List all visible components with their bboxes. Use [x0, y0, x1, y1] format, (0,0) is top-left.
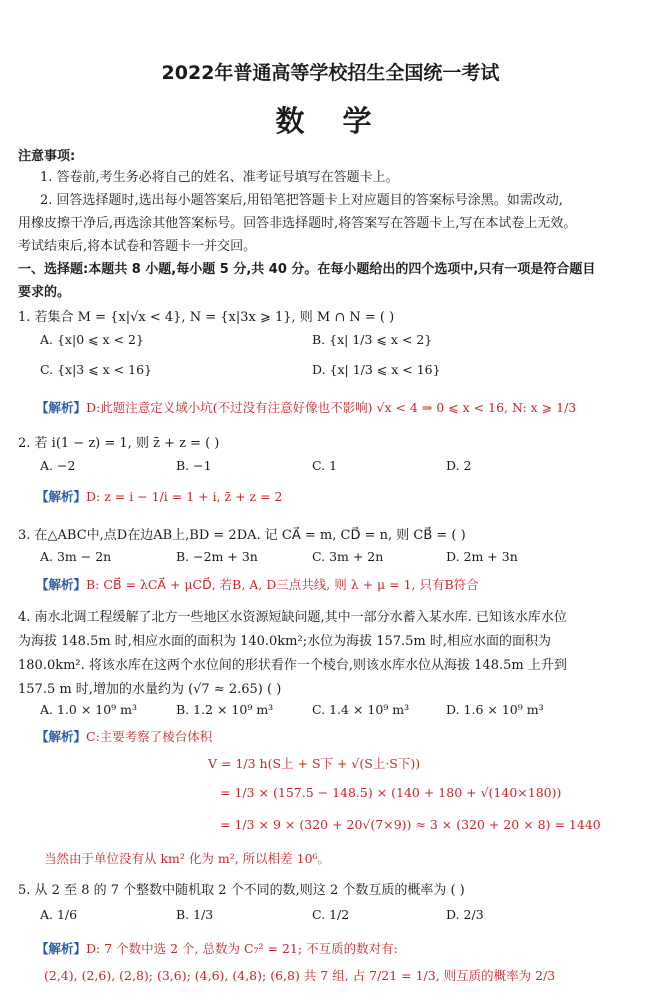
analysis-tag: 【解析】: [36, 489, 87, 504]
q4-formula-2: = 1/3 × (157.5 − 148.5) × (140 + 180 + √(140×180)): [220, 785, 562, 800]
q3-option-a: A. 3m − 2n: [40, 549, 112, 564]
exam-title: 2022年普通高等学校招生全国统一考试: [161, 62, 500, 84]
q1-option-b: B. {x| 1/3 ⩽ x < 2}: [312, 332, 433, 347]
section-heading-line1: 一、选择题:本题共 8 小题,每小题 5 分,共 40 分。在每小题给出的四个选项中,只有一项是符合题目: [18, 262, 596, 277]
q5-option-d: D. 2/3: [446, 907, 484, 922]
q2-analysis: [36, 487, 283, 505]
q4-line3: 180.0km². 将该水库在这两个水位间的形状看作一个棱台,则该水库水位从海拔 148.5m 上升到: [18, 658, 567, 673]
analysis-tag: 【解析】: [36, 729, 87, 744]
q1-option-d: D. {x| 1/3 ⩽ x < 16}: [312, 362, 441, 377]
q3-analysis-text: B: CB⃗ = λCA⃗ + μCD⃗, 若B, A, D三点共线, 则 λ + μ = 1, 只有B符合: [86, 577, 479, 592]
q4-line4: 157.5 m 时,增加的水量约为 (√7 ≈ 2.65) ( ): [18, 682, 282, 697]
analysis-tag: 【解析】: [36, 400, 87, 415]
q4-formula-1: V = 1/3 h(S上 + S下 + √(S上·S下)): [208, 756, 421, 771]
q4-option-c: C. 1.4 × 10⁹ m³: [312, 702, 410, 717]
notice-item-2-line1: 2. 回答选择题时,选出每小题答案后,用铅笔把答题卡上对应题目的答案标号涂黑。如需改动,: [40, 193, 563, 208]
notice-heading: 注意事项:: [18, 149, 76, 164]
q5-analysis: [36, 939, 398, 957]
section-heading-line2: 要求的。: [18, 285, 71, 300]
q2-stem: 2. 若 i(1 − z) = 1, 则 z̄ + z = ( ): [18, 436, 220, 451]
q5-option-b: B. 1/3: [176, 907, 214, 922]
q3-stem: 3. 在△ABC中,点D在边AB上,BD = 2DA. 记 CA⃗ = m, CD⃗ = n, 则 CB⃗ = ( ): [18, 528, 466, 543]
q3-option-d: D. 2m + 3n: [446, 549, 518, 564]
q1-option-a: A. {x|0 ⩽ x < 2}: [40, 332, 144, 347]
q3-option-b: B. −2m + 3n: [176, 549, 258, 564]
subject-title: 数 学: [275, 104, 386, 138]
q5-analysis-text-1: D: 7 个数中选 2 个, 总数为 C₇² = 21; 不互质的数对有:: [86, 941, 398, 956]
q1-option-c: C. {x|3 ⩽ x < 16}: [40, 362, 152, 377]
q2-option-d: D. 2: [446, 458, 472, 473]
q4-line1: 4. 南水北调工程缓解了北方一些地区水资源短缺问题,其中一部分水蓄入某水库. 已知该水库水位: [18, 610, 567, 625]
q2-option-a: A. −2: [40, 458, 76, 473]
q4-note: 当然由于单位没有从 km² 化为 m², 所以相差 10⁶。: [44, 851, 331, 866]
analysis-tag: 【解析】: [36, 941, 87, 956]
notice-item-2-line2: 用橡皮擦干净后,再选涂其他答案标号。回答非选择题时,将答案写在答题卡上,写在本试卷上无效。: [18, 216, 577, 231]
q3-option-c: C. 3m + 2n: [312, 549, 384, 564]
q2-option-b: B. −1: [176, 458, 212, 473]
q1-analysis: [36, 398, 576, 416]
q2-analysis-text: D: z = i − 1/i = 1 + i, z̄ + z = 2: [86, 489, 283, 504]
q1-analysis-text: D:此题注意定义域小坑(不过没有注意好像也不影响) √x < 4 ⇒ 0 ⩽ x < 16, N: x ⩾ 1/3: [86, 400, 577, 415]
q4-line2: 为海拔 148.5m 时,相应水面的面积为 140.0km²;水位为海拔 157.5m 时,相应水面的面积为: [18, 634, 552, 649]
notice-item-1: 1. 答卷前,考生务必将自己的姓名、准考证号填写在答题卡上。: [40, 170, 399, 185]
q4-formula-3: = 1/3 × 9 × (320 + 20√(7×9)) ≈ 3 × (320 + 20 × 8) = 1440: [220, 817, 601, 832]
q3-analysis: [36, 575, 479, 593]
q4-analysis: [36, 727, 212, 745]
q5-analysis-text-2: (2,4), (2,6), (2,8); (3,6); (4,6), (4,8); (6,8) 共 7 组, 占 7/21 = 1/3, 则互质的概率为 2/3: [44, 968, 556, 983]
q4-option-b: B. 1.2 × 10⁹ m³: [176, 702, 274, 717]
q4-option-d: D. 1.6 × 10⁹ m³: [446, 702, 544, 717]
q5-option-c: C. 1/2: [312, 907, 350, 922]
notice-item-2-line3: 考试结束后,将本试卷和答题卡一并交回。: [18, 239, 257, 254]
q5-stem: 5. 从 2 至 8 的 7 个整数中随机取 2 个不同的数,则这 2 个数互质的概率为 ( ): [18, 883, 465, 898]
q4-analysis-text: C:主要考察了棱台体积: [86, 729, 213, 744]
q4-option-a: A. 1.0 × 10⁹ m³: [40, 702, 138, 717]
q1-stem: 1. 若集合 M = {x|√x < 4}, N = {x|3x ⩾ 1}, 则 M ∩ N = ( ): [18, 310, 395, 325]
q2-option-c: C. 1: [312, 458, 338, 473]
analysis-tag: 【解析】: [36, 577, 87, 592]
q5-option-a: A. 1/6: [40, 907, 78, 922]
